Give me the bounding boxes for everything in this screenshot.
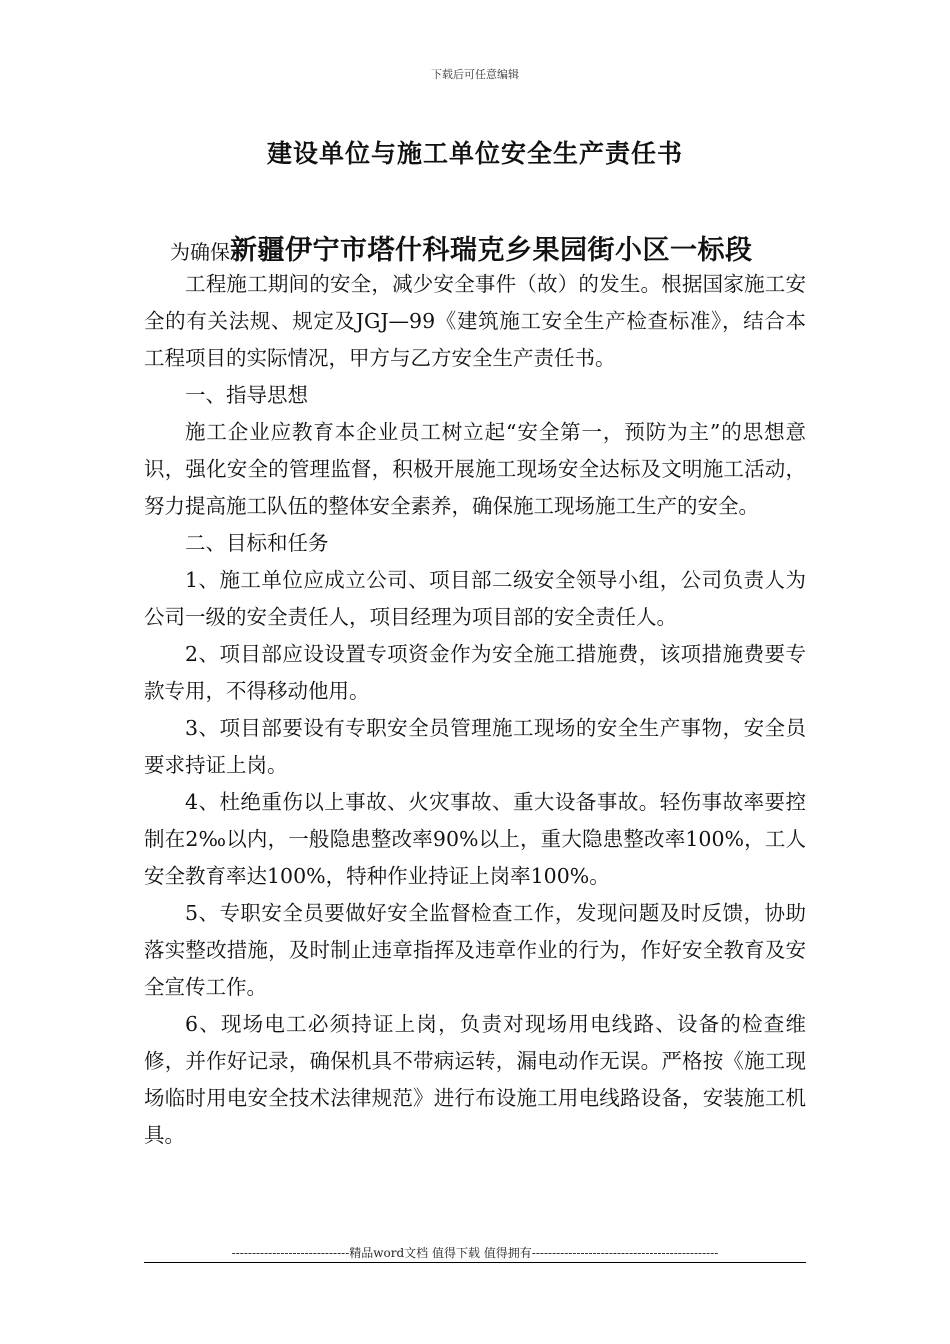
task-item-2: 2、项目部应设设置专项资金作为安全施工措施费，该项措施费要专款专用，不得移动他用。: [144, 642, 806, 703]
intro-line: [170, 228, 870, 267]
section-heading-goals-tasks: 二、目标和任务: [185, 531, 329, 555]
task-item-5: 5、专职安全员要做好安全监督检查工作，发现问题及时反馈，协助落实整改措施，及时制止违章指挥及违章作业的行为，作好安全教育及安全宣传工作。: [144, 901, 806, 999]
task-item-6: 6、现场电工必须持证上岗，负责对现场用电线路、设备的检查维修，并作好记录，确保机具不带病运转，漏电动作无误。严格按《施工现场临时用电安全技术法律规范》进行布设施工用电线路设备，安装施工机具。: [144, 1012, 806, 1147]
document-body: [144, 266, 806, 1154]
task-item-3: 3、项目部要设有专职安全员管理施工现场的安全生产事物，安全员要求持证上岗。: [144, 716, 806, 777]
header-note: 下载后可任意编辑: [431, 68, 519, 81]
section-heading-guiding-ideology: 一、指导思想: [185, 383, 308, 407]
page-footer: -----------------------------精品word文档 值得下载 值得拥有----------------------------------------------: [231, 1246, 719, 1260]
document-title: 建设单位与施工单位安全生产责任书: [266, 139, 683, 168]
task-item-1: 1、施工单位应成立公司、项目部二级安全领导小组，公司负责人为公司一级的安全责任人，项目经理为项目部的安全责任人。: [144, 568, 806, 629]
paragraph-purpose: 工程施工期间的安全，减少安全事件（故）的发生。根据国家施工安全的有关法规、规定及JGJ—99《建筑施工安全生产检查标准》，结合本工程项目的实际情况，甲方与乙方安全生产责任书。: [144, 272, 806, 370]
intro-prefix: 为确保: [170, 240, 230, 264]
footer-divider: [144, 1262, 806, 1263]
project-name: 新疆伊宁市塔什科瑞克乡果园街小区一标段: [230, 235, 753, 266]
paragraph-guiding-ideology: 施工企业应教育本企业员工树立起“安全第一，预防为主”的思想意识，强化安全的管理监督，积极开展施工现场安全达标及文明施工活动，努力提高施工队伍的整体安全素养，确保施工现场施工生产的安全。: [144, 420, 806, 518]
task-item-4: 4、杜绝重伤以上事故、火灾事故、重大设备事故。轻伤事故率要控制在2‰以内，一般隐患整改率90%以上，重大隐患整改率100%，工人安全教育率达100%，特种作业持证上岗率100%。: [144, 790, 806, 888]
